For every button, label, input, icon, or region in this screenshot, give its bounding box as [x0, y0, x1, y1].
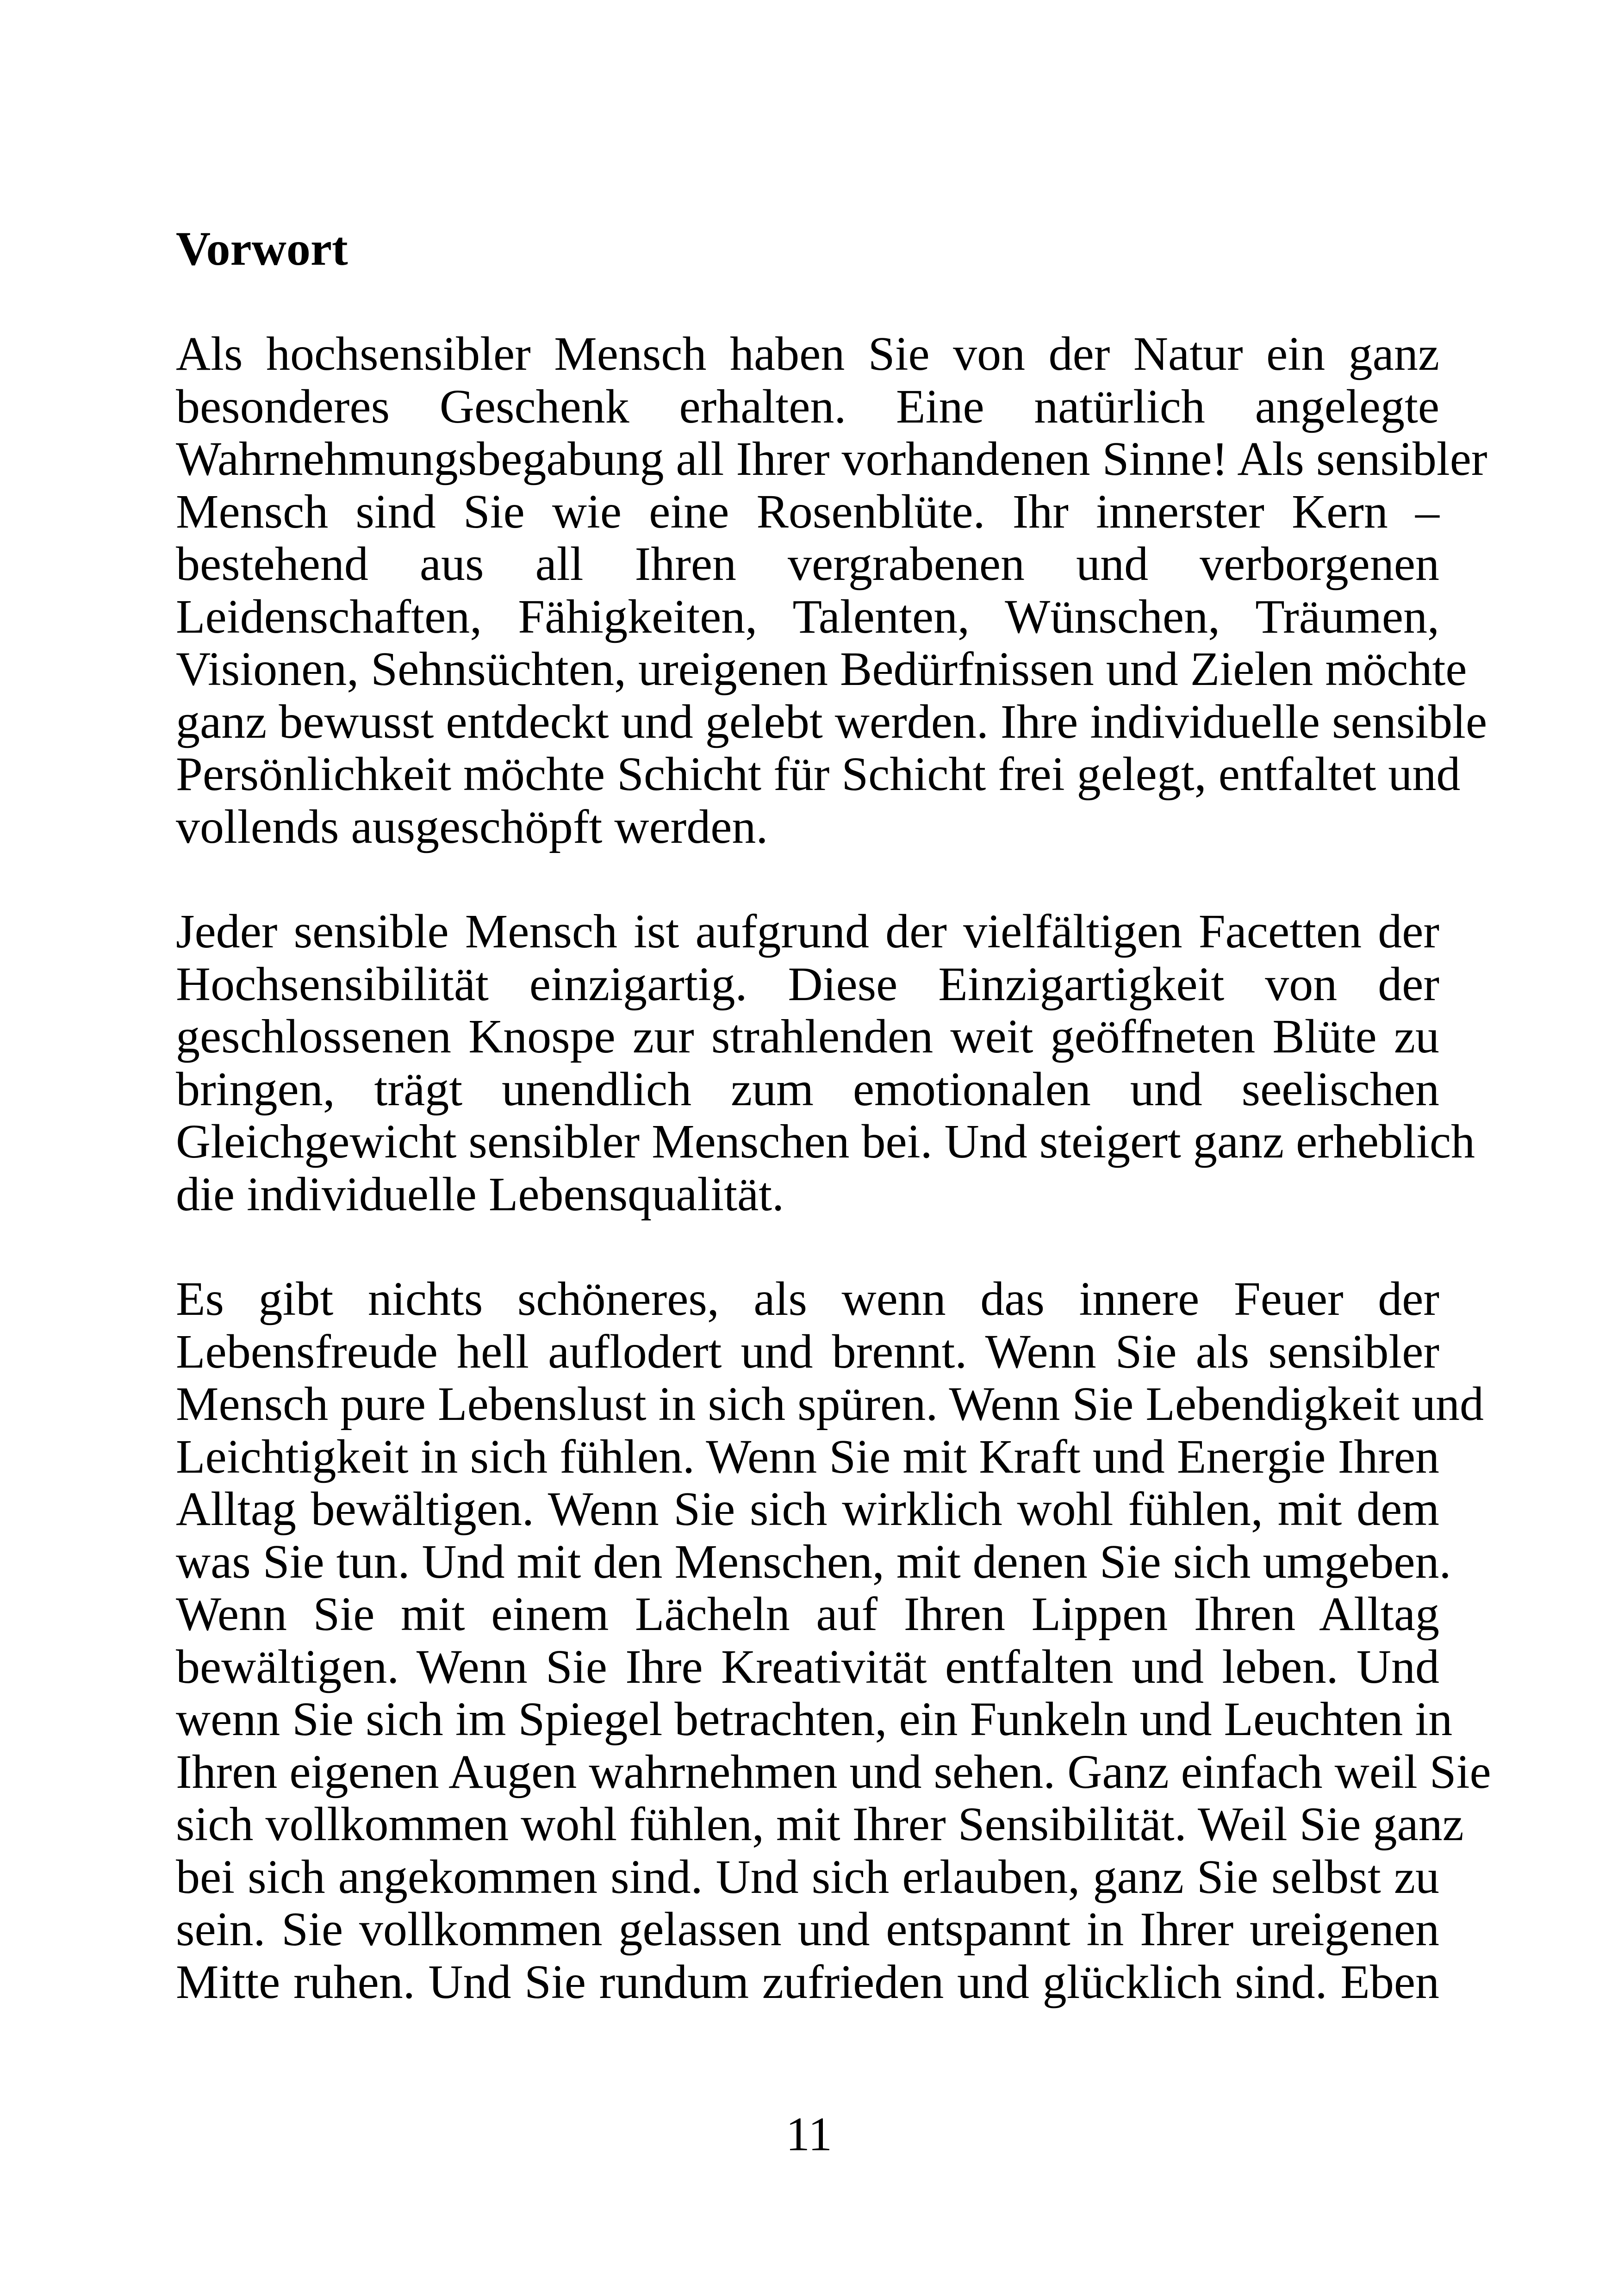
- text-line: ganz bewusst entdeckt und gelebt werden. Ihre individuelle sensible: [176, 695, 1487, 748]
- text-line: Gleichgewicht sensibler Menschen bei. Und steigert ganz erheblich: [176, 1115, 1475, 1168]
- text-line: Leichtigkeit in sich fühlen. Wenn Sie mit Kraft und Energie Ihren: [176, 1430, 1439, 1483]
- text-line: Mensch sind Sie wie eine Rosenblüte. Ihr innerster Kern –: [176, 485, 1439, 538]
- paragraph-2: [176, 905, 1475, 1221]
- text-line: Mensch pure Lebenslust in sich spüren. Wenn Sie Lebendigkeit und: [176, 1377, 1484, 1431]
- text-line: Visionen, Sehnsüchten, ureigenen Bedürfnissen und Zielen möchte: [176, 642, 1467, 696]
- text-line: Es gibt nichts schöneres, als wenn das innere Feuer der: [176, 1272, 1439, 1325]
- paragraph-1: [176, 327, 1487, 853]
- text-line: bringen, trägt unendlich zum emotionalen und seelischen: [176, 1062, 1439, 1116]
- text-line: Mitte ruhen. Und Sie rundum zufrieden und glücklich sind. Eben: [176, 1955, 1439, 2009]
- text-line: Persönlichkeit möchte Schicht für Schicht frei gelegt, entfaltet und: [176, 747, 1461, 801]
- page-number: 11: [785, 2108, 833, 2161]
- text-line: sich vollkommen wohl fühlen, mit Ihrer Sensibilität. Weil Sie ganz: [176, 1798, 1464, 1851]
- text-line: Leidenschaften, Fähigkeiten, Talenten, Wünschen, Träumen,: [176, 590, 1439, 643]
- text-line: bei sich angekommen sind. Und sich erlauben, ganz Sie selbst zu: [176, 1850, 1439, 1904]
- text-line: die individuelle Lebensqualität.: [176, 1167, 784, 1221]
- text-line: Jeder sensible Mensch ist aufgrund der vielfältigen Facetten der: [176, 905, 1439, 958]
- text-line: Als hochsensibler Mensch haben Sie von der Natur ein ganz: [176, 327, 1439, 380]
- text-line: wenn Sie sich im Spiegel betrachten, ein Funkeln und Leuchten in: [176, 1692, 1453, 1746]
- text-line: sein. Sie vollkommen gelassen und entspannt in Ihrer ureigenen: [176, 1903, 1439, 1956]
- text-line: Ihren eigenen Augen wahrnehmen und sehen. Ganz einfach weil Sie: [176, 1745, 1491, 1798]
- text-line: Hochsensibilität einzigartig. Diese Einzigartigkeit von der: [176, 957, 1439, 1011]
- text-line: vollends ausgeschöpft werden.: [176, 800, 768, 853]
- text-line: Alltag bewältigen. Wenn Sie sich wirklich wohl fühlen, mit dem: [176, 1482, 1439, 1536]
- text-line: geschlossenen Knospe zur strahlenden weit geöffneten Blüte zu: [176, 1010, 1439, 1063]
- text-line: Wahrnehmungsbegabung all Ihrer vorhandenen Sinne! Als sensibler: [176, 432, 1487, 485]
- text-line: Lebensfreude hell auflodert und brennt. Wenn Sie als sensibler: [176, 1325, 1439, 1378]
- text-line: bewältigen. Wenn Sie Ihre Kreativität entfalten und leben. Und: [176, 1640, 1439, 1693]
- section-heading: Vorwort: [176, 222, 348, 275]
- text-line: bestehend aus all Ihren vergrabenen und verborgenen: [176, 537, 1439, 591]
- text-line: was Sie tun. Und mit den Menschen, mit denen Sie sich umgeben.: [176, 1535, 1451, 1588]
- page-content: [176, 221, 1491, 2060]
- text-line: besonderes Geschenk erhalten. Eine natürlich angelegte: [176, 380, 1439, 433]
- text-line: Wenn Sie mit einem Lächeln auf Ihren Lippen Ihren Alltag: [176, 1587, 1439, 1641]
- paragraph-3: [176, 1272, 1491, 2009]
